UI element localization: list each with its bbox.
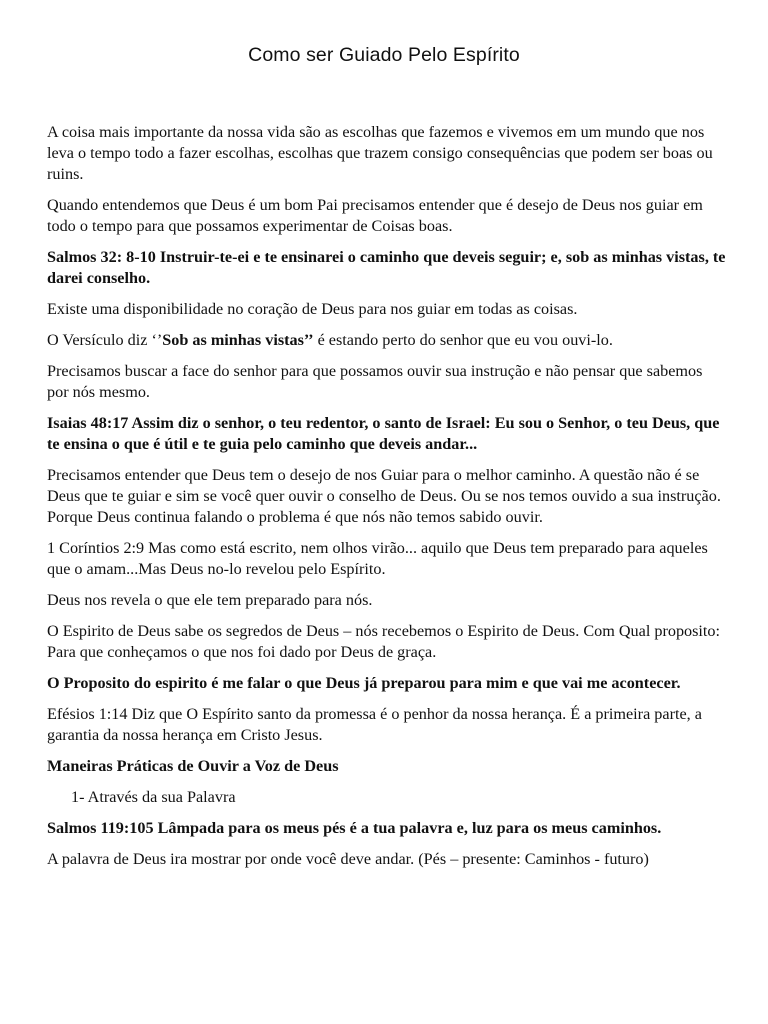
verse-salmos-119: Salmos 119:105 Lâmpada para os meus pés é a tua palavra e, luz para os meus caminhos. <box>47 819 662 837</box>
paragraph-versiculo <box>47 330 727 351</box>
verse-isaias-48: Isaias 48:17 Assim diz o senhor, o teu redentor, o santo de Israel: Eu sou o Senhor, o teu Deus, que te ensina o que é útil e te guia pelo caminho que deveis andar... <box>47 414 720 453</box>
document-body <box>47 122 727 880</box>
paragraph-availability: Existe uma disponibilidade no coração de Deus para nos guiar em todas as coisas. <box>47 300 578 318</box>
versiculo-lead: O Versículo diz ‘’ <box>47 331 163 349</box>
paragraph-good-father: Quando entendemos que Deus é um bom Pai precisamos entender que é desejo de Deus nos guiar em todo o tempo para que possamos experimentar de Coisas boas. <box>47 196 703 235</box>
verse-corintios-2: 1 Coríntios 2:9 Mas como está escrito, nem olhos virão... aquilo que Deus tem preparado para aqueles que o amam...Mas Deus no-lo revelou pelo Espírito. <box>47 539 708 578</box>
paragraph-spirit-secrets: O Espirito de Deus sabe os segredos de Deus – nós recebemos o Espirito de Deus. Com Qual proposito: Para que conheçamos o que nos foi dado por Deus de graça. <box>47 622 721 661</box>
paragraph-spirit-purpose: O Proposito do espirito é me falar o que Deus já preparou para mim e que vai me acontecer. <box>47 674 681 692</box>
section-heading-practical-ways: Maneiras Práticas de Ouvir a Voz de Deus <box>47 757 339 775</box>
paragraph-intro: A coisa mais importante da nossa vida são as escolhas que fazemos e vivemos em um mundo que nos leva o tempo todo a fazer escolhas, escolhas que trazem consigo consequências que podem ser boas ou ruins. <box>47 123 713 183</box>
list-item-word: 1- Através da sua Palavra <box>71 788 236 806</box>
verse-salmos-32: Salmos 32: 8-10 Instruir-te-ei e te ensinarei o caminho que deveis seguir; e, sob as minhas vistas, te darei conselho. <box>47 248 726 287</box>
document-title: Como ser Guiado Pelo Espírito <box>248 44 520 66</box>
paragraph-word-shows: A palavra de Deus ira mostrar por onde você deve andar. (Pés – presente: Caminhos - futuro) <box>47 850 649 868</box>
verse-efesios-1: Efésios 1:14 Diz que O Espírito santo da promessa é o penhor da nossa herança. É a primeira parte, a garantia da nossa herança em Cristo Jesus. <box>47 705 702 744</box>
paragraph-seek-face: Precisamos buscar a face do senhor para que possamos ouvir sua instrução e não pensar que sabemos por nós mesmo. <box>47 362 703 401</box>
versiculo-quote: Sob as minhas vistas’’ <box>162 331 314 349</box>
paragraph-reveals: Deus nos revela o que ele tem preparado para nós. <box>47 591 373 609</box>
paragraph-best-path: Precisamos entender que Deus tem o desejo de nos Guiar para o melhor caminho. A questão não é se Deus que te guiar e sim se você quer ouvir o conselho de Deus. Ou se nos temos ouvido a sua instrução. Porque Deus continua falando o problema é que nós não temos sabido ouvir. <box>47 466 721 526</box>
versiculo-tail: é estando perto do senhor que eu vou ouvi-lo. <box>313 331 613 349</box>
